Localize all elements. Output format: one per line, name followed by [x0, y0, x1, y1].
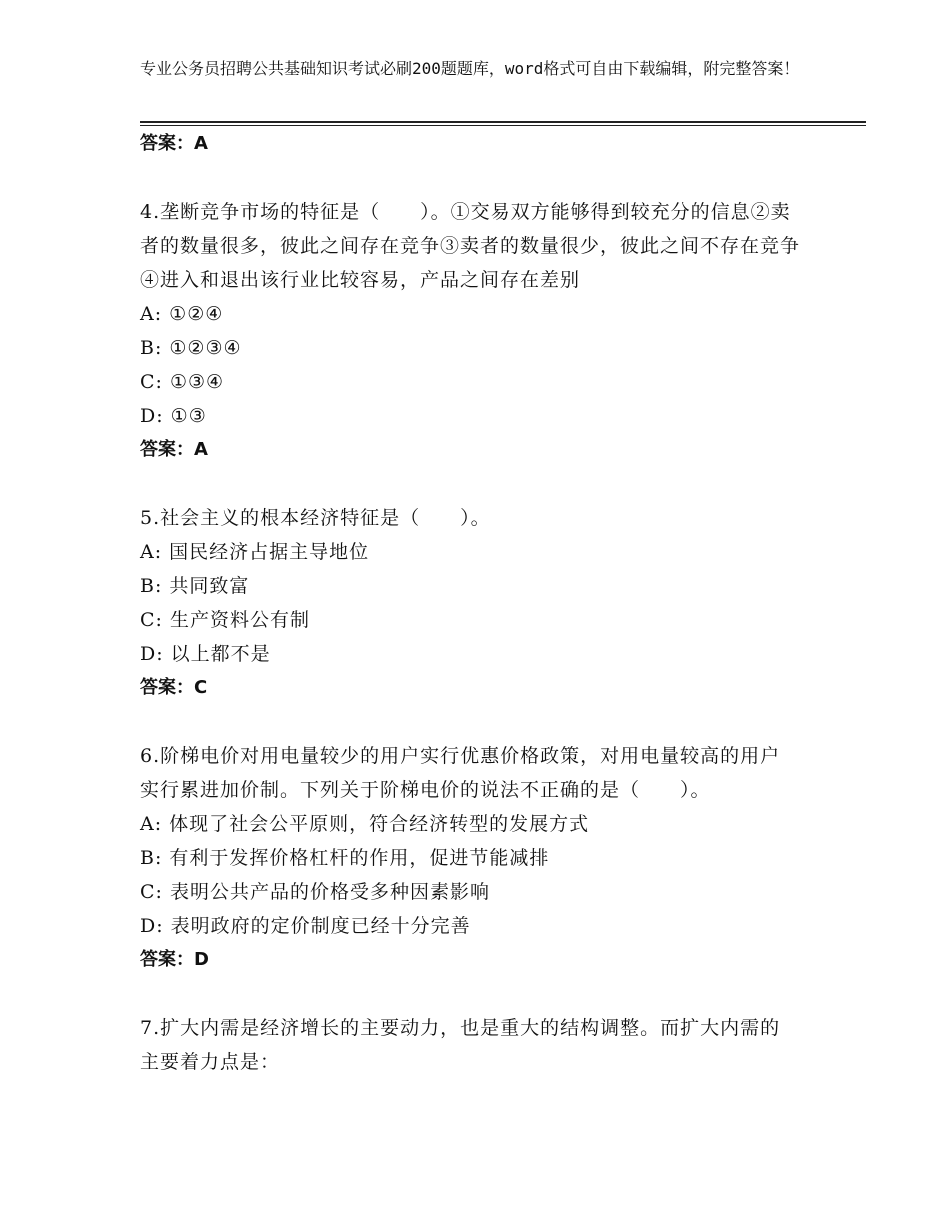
question-7 — [140, 1011, 800, 1079]
option-a: A: 国民经济占据主导地位 — [140, 541, 370, 563]
question-stem: 4.垄断竞争市场的特征是（ ）。①交易双方能够得到较充分的信息②卖者的数量很多，彼此之间存在竞争③卖者的数量很少，彼此之间不存在竞争④进入和退出该行业比较容易，产品之间存在差别 — [140, 201, 801, 291]
question-stem: 6.阶梯电价对用电量较少的用户实行优惠价格政策，对用电量较高的用户实行累进加价制。下列关于阶梯电价的说法不正确的是（ ）。 — [140, 745, 781, 801]
option-a: A: ①②④ — [140, 303, 224, 325]
question-list — [140, 127, 800, 1079]
answer-q6: 答案：D — [140, 949, 209, 970]
option-b: B: 共同致富 — [140, 575, 250, 597]
answer-q5: 答案：C — [140, 677, 208, 698]
header-rule-thin — [140, 125, 866, 126]
answer-q3: 答案：A — [140, 133, 208, 154]
question-stem: 7.扩大内需是经济增长的主要动力，也是重大的结构调整。而扩大内需的主要着力点是： — [140, 1017, 781, 1073]
option-b: B: ①②③④ — [140, 337, 242, 359]
question-5 — [140, 501, 800, 705]
option-a: A: 体现了社会公平原则，符合经济转型的发展方式 — [140, 813, 590, 835]
option-c: C: 表明公共产品的价格受多种因素影响 — [140, 881, 490, 903]
answer-q4: 答案：A — [140, 439, 208, 460]
question-6 — [140, 739, 800, 977]
option-b: B: 有利于发挥价格杠杆的作用，促进节能减排 — [140, 847, 550, 869]
option-c: C: 生产资料公有制 — [140, 609, 310, 631]
question-stem: 5.社会主义的根本经济特征是（ ）。 — [140, 507, 491, 529]
option-d: D: ①③ — [140, 405, 207, 427]
document-header: 专业公务员招聘公共基础知识考试必刷200题题库，word格式可自由下载编辑，附完整答案！ — [140, 59, 800, 78]
option-c: C: ①③④ — [140, 371, 225, 393]
option-d: D: 以上都不是 — [140, 643, 271, 665]
question-4 — [140, 195, 800, 467]
header-rule-thick — [140, 121, 866, 123]
option-d: D: 表明政府的定价制度已经十分完善 — [140, 915, 471, 937]
